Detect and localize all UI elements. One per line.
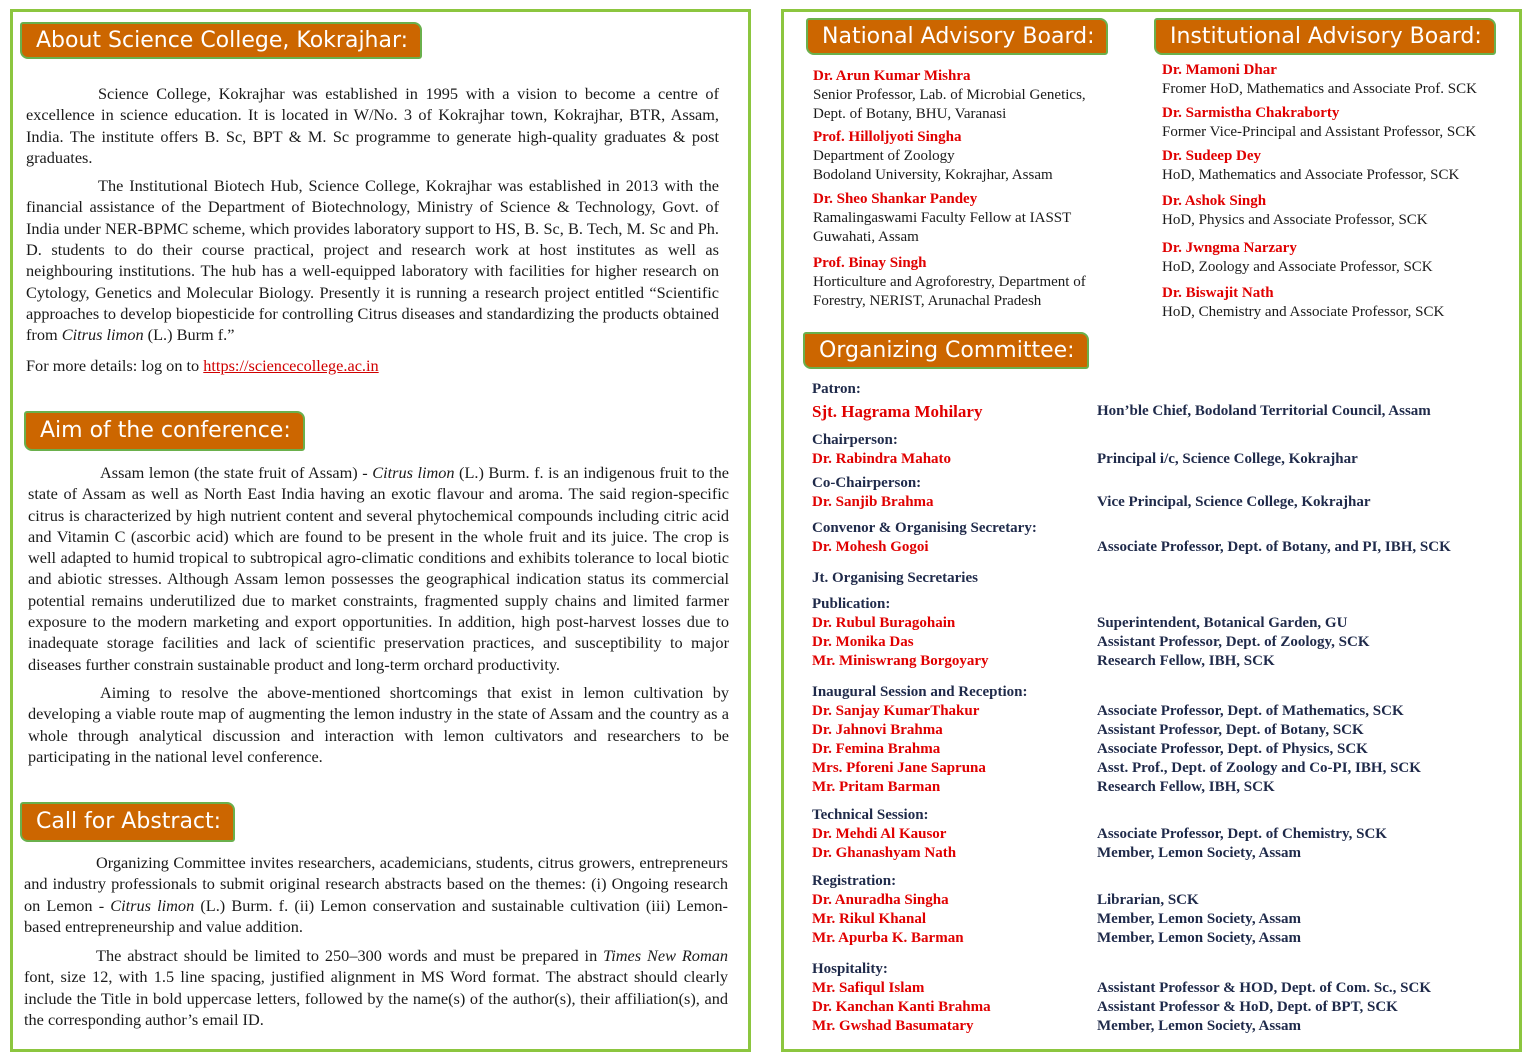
committee-member-role: Member, Lemon Society, Assam <box>1097 930 1302 946</box>
committee-group-label: Inaugural Session and Reception: <box>812 684 1028 700</box>
committee-member-name: Mr. Rikul Khanal <box>812 911 927 927</box>
national-board-member <box>813 190 1071 247</box>
institutional-board-heading: Institutional Advisory Board: <box>1154 18 1496 55</box>
committee-group-label: Registration: <box>812 873 897 889</box>
member-affiliation: Forestry, NERIST, Arunachal Pradesh <box>813 293 1042 309</box>
organizing-committee-heading: Organizing Committee: <box>803 332 1089 369</box>
committee-member-role: Associate Professor, Dept. of Mathematics, SCK <box>1097 703 1404 719</box>
college-website-link[interactable]: https://sciencecollege.ac.in <box>203 355 379 375</box>
institutional-board-member <box>1162 192 1428 230</box>
committee-member-name: Sjt. Hagrama Mohilary <box>812 402 983 421</box>
committee-member-name: Mr. Gwshad Basumatary <box>812 1018 974 1034</box>
committee-group-label: Publication: <box>812 596 891 612</box>
call-paragraph-2: The abstract should be limited to 250–300 words and must be prepared in Times New Roman font, size 12, with 1.5 line spacing, justified alignment in MS Word format. The abstract should clearly include the Title in bold uppercase letters, followed by the name(s) of the author(s), their affiliation(s), and the corresponding author’s email ID. <box>24 946 728 1030</box>
national-board-heading: National Advisory Board: <box>806 18 1108 55</box>
committee-member-role: Associate Professor, Dept. of Botany, and PI, IBH, SCK <box>1097 539 1451 555</box>
committee-group-label: Co-Chairperson: <box>812 475 922 491</box>
committee-member-name: Dr. Femina Brahma <box>812 741 941 757</box>
committee-member-role: Asst. Prof., Dept. of Zoology and Co-PI, IBH, SCK <box>1097 760 1421 776</box>
committee-member-role: Assistant Professor, Dept. of Botany, SCK <box>1097 722 1364 738</box>
member-affiliation: Ramalingaswami Faculty Fellow at IASST <box>813 210 1072 226</box>
committee-member-role: Research Fellow, IBH, SCK <box>1097 653 1275 669</box>
member-affiliation: HoD, Zoology and Associate Professor, SCK <box>1162 259 1433 275</box>
committee-group-label: Jt. Organising Secretaries <box>812 570 978 586</box>
committee-member-role: Member, Lemon Society, Assam <box>1097 911 1302 927</box>
national-board-member <box>813 254 1086 311</box>
committee-member-name: Mrs. Pforeni Jane Sapruna <box>812 760 986 776</box>
committee-member-role: Member, Lemon Society, Assam <box>1097 845 1302 861</box>
member-affiliation: HoD, Mathematics and Associate Professor, SCK <box>1162 167 1460 183</box>
committee-member-role: Associate Professor, Dept. of Physics, SCK <box>1097 741 1368 757</box>
institutional-board-member <box>1162 284 1444 322</box>
committee-member-name: Mr. Safiqul Islam <box>812 980 925 996</box>
committee-member-role: Assistant Professor & HOD, Dept. of Com. Sc., SCK <box>1097 980 1432 996</box>
committee-group-label: Chairperson: <box>812 432 898 448</box>
committee-member-role: Research Fellow, IBH, SCK <box>1097 779 1275 795</box>
committee-member-name: Mr. Pritam Barman <box>812 779 941 795</box>
committee-member-role: Assistant Professor & HoD, Dept. of BPT, SCK <box>1097 999 1398 1015</box>
committee-group-label: Hospitality: <box>812 961 888 977</box>
about-paragraph-1: Science College, Kokrajhar was established in 1995 with a vision to become a centre of excellence in science education. It is located in W/No. 3 of Kokrajhar town, Kokrajhar, BTR, Assam, India. The institute offers B. Sc, BPT & M. Sc programme to generate high-quality graduates & post graduates. <box>26 84 719 167</box>
member-name: Dr. Sarmistha Chakraborty <box>1162 105 1340 121</box>
committee-member-name: Dr. Rabindra Mahato <box>812 451 952 467</box>
member-name: Dr. Biswajit Nath <box>1162 285 1274 301</box>
member-affiliation: Fromer HoD, Mathematics and Associate Prof. SCK <box>1162 81 1477 97</box>
committee-member-role: Associate Professor, Dept. of Chemistry, SCK <box>1097 826 1387 842</box>
national-board-member <box>813 67 1086 124</box>
member-affiliation: Department of Zoology <box>813 148 955 164</box>
institutional-board-member <box>1162 104 1476 142</box>
committee-member-role: Hon’ble Chief, Bodoland Territorial Council, Assam <box>1097 403 1431 419</box>
committee-member-name: Dr. Ghanashyam Nath <box>812 845 957 861</box>
member-name: Prof. Hilloljyoti Singha <box>813 129 962 145</box>
committee-member-name: Dr. Sanjib Brahma <box>812 494 934 510</box>
committee-member-role: Vice Principal, Science College, Kokrajhar <box>1097 494 1371 510</box>
member-name: Dr. Mamoni Dhar <box>1162 62 1277 78</box>
about-text <box>26 83 719 376</box>
aim-paragraph-2: Aiming to resolve the above-mentioned shortcomings that exist in lemon cultivation by developing a viable route map of augmenting the lemon industry in the state of Assam and the country as a whole through analytical discussion and interaction with lemon cultivators and researchers to be participating in the national level conference. <box>28 682 729 766</box>
committee-member-name: Dr. Jahnovi Brahma <box>812 722 943 738</box>
about-heading: About Science College, Kokrajhar: <box>20 22 422 59</box>
committee-member-role: Principal i/c, Science College, Kokrajhar <box>1097 451 1358 467</box>
member-name: Dr. Ashok Singh <box>1162 193 1267 209</box>
national-board-member <box>813 128 1053 185</box>
committee-member-name: Dr. Sanjay KumarThakur <box>812 703 980 719</box>
committee-member-name: Dr. Rubul Buragohain <box>812 615 956 631</box>
member-affiliation: Bodoland University, Kokrajhar, Assam <box>813 167 1053 183</box>
committee-group-label: Technical Session: <box>812 807 929 823</box>
aim-text <box>28 462 729 767</box>
committee-member-name: Mr. Apurba K. Barman <box>812 930 964 946</box>
more-details: For more details: log on to https://sciencecollege.ac.in <box>26 355 379 375</box>
institutional-board-member <box>1162 147 1459 185</box>
member-name: Prof. Binay Singh <box>813 255 927 271</box>
committee-member-role: Superintendent, Botanical Garden, GU <box>1097 615 1348 631</box>
call-paragraph-1: Organizing Committee invites researchers, academicians, students, citrus growers, entrepreneurs and industry professionals to submit original research abstracts based on the themes: (i) Ongoing research on Lemon - Citrus limon (L.) Burm. f. (ii) Lemon conservation and sustainable cultivation (iii) Lemon-based entrepreneurship and value addition. <box>24 853 728 936</box>
about-paragraph-2: The Institutional Biotech Hub, Science College, Kokrajhar was established in 2013 with the financial assistance of the Department of Biotechnology, Ministry of Science & Technology, Govt. of India under NER-BPMC scheme, which provides laboratory support to HS, B. Sc, B. Tech, M. Sc and Ph. D. students to do their course practical, project and research work at host institutes as well as neighbouring institutions. The hub has a well-equipped laboratory with facilities for higher research on Cytology, Genetics and Molecular Biology. Presently it is running a research project entitled “Scientific approaches to develop biopesticide for controlling Citrus diseases and standardizing the products obtained from Citrus limon (L.) Burm f.” <box>26 176 719 345</box>
aim-heading: Aim of the conference: <box>24 411 305 451</box>
member-affiliation: Senior Professor, Lab. of Microbial Genetics, <box>813 87 1086 103</box>
committee-member-role: Assistant Professor, Dept. of Zoology, SCK <box>1097 634 1370 650</box>
committee-group-label: Patron: <box>812 381 861 397</box>
member-affiliation: Guwahati, Assam <box>813 229 919 245</box>
aim-paragraph-1: Assam lemon (the state fruit of Assam) - Citrus limon (L.) Burm. f. is an indigenous fruit to the state of Assam as well as North East India having an exotic flavour and aroma. The said region-specific citrus is characterized by high nutrient content and several phytochemical compounds including citric acid and Vitamin C (ascorbic acid) which are found to be present in the whole fruit and its juice. The crop is well adapted to humid tropical to subtropical agro-climatic conditions and exhibits tolerance to local biotic and abiotic stresses. Although Assam lemon possesses the geographical indication status its commercial potential remains underutilized due to market constraints, fragmented supply chains and limited farmer exposure to the modern marketing and export opportunities. In addition, high post-harvest losses due to inadequate storage facilities and lack of scientific preservation practices, and susceptibility to major diseases further constrain sustainable product and long-term orchard productivity. <box>28 463 729 674</box>
member-name: Dr. Arun Kumar Mishra <box>813 68 971 84</box>
committee-group-label: Convenor & Organising Secretary: <box>812 520 1037 536</box>
member-affiliation: Horticulture and Agroforestry, Department of <box>813 274 1086 290</box>
committee-member-name: Dr. Monika Das <box>812 634 914 650</box>
member-affiliation: Former Vice-Principal and Assistant Professor, SCK <box>1162 124 1477 140</box>
committee-member-name: Dr. Mehdi Al Kausor <box>812 826 947 842</box>
institutional-board-member <box>1162 239 1433 277</box>
committee-member-name: Dr. Anuradha Singha <box>812 892 949 908</box>
member-name: Dr. Sudeep Dey <box>1162 148 1262 164</box>
member-name: Dr. Jwngma Narzary <box>1162 240 1297 256</box>
committee-member-role: Member, Lemon Society, Assam <box>1097 1018 1302 1034</box>
member-affiliation: HoD, Chemistry and Associate Professor, SCK <box>1162 304 1445 320</box>
call-heading: Call for Abstract: <box>20 802 235 842</box>
call-text <box>24 852 728 1030</box>
committee-member-name: Dr. Kanchan Kanti Brahma <box>812 999 991 1015</box>
member-affiliation: HoD, Physics and Associate Professor, SCK <box>1162 212 1428 228</box>
institutional-board-member <box>1162 61 1477 99</box>
committee-member-name: Mr. Miniswrang Borgoyary <box>812 653 989 669</box>
committee-member-name: Dr. Mohesh Gogoi <box>812 539 929 555</box>
committee-member-role: Librarian, SCK <box>1097 892 1199 908</box>
member-name: Dr. Sheo Shankar Pandey <box>813 191 978 207</box>
member-affiliation: Dept. of Botany, BHU, Varanasi <box>813 106 1007 122</box>
